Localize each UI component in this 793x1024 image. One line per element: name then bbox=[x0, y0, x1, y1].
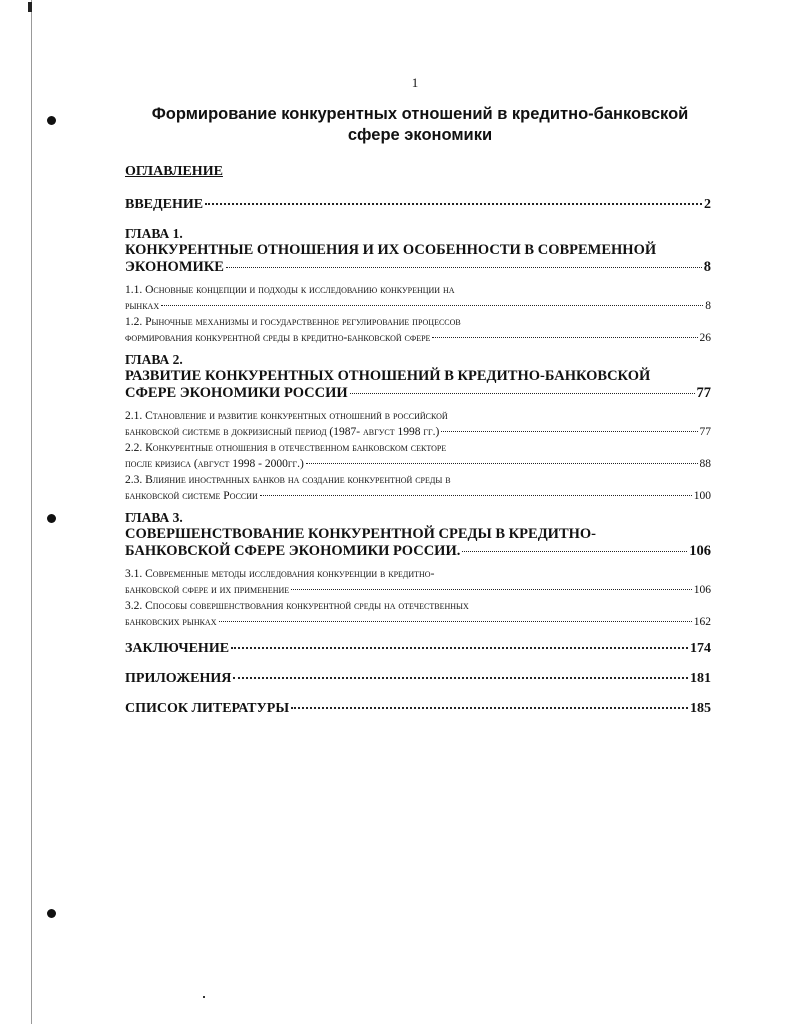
chapter-3-title-line-2: БАНКОВСКОЙ СФЕРЕ ЭКОНОМИКИ РОССИИ. bbox=[125, 543, 461, 559]
toc-entry-bibliography[interactable] bbox=[125, 700, 711, 717]
chapter-3-label: ГЛАВА 3. bbox=[125, 510, 183, 525]
toc-section-3-2[interactable] bbox=[125, 598, 711, 630]
chapter-1-title-line-2: ЭКОНОМИКЕ bbox=[125, 259, 224, 275]
binder-hole-top bbox=[47, 116, 56, 125]
section-title-line-1: 3.2. Способы совершенствования конкурентной среды на отечественных bbox=[125, 600, 469, 612]
toc-entry-page: 106 bbox=[689, 543, 711, 559]
section-title-line-2: банковской системе России bbox=[125, 490, 258, 502]
toc-entry-page: 185 bbox=[690, 701, 711, 716]
dot-leader bbox=[260, 495, 692, 496]
scan-speck bbox=[203, 996, 205, 998]
dot-leader bbox=[432, 337, 697, 338]
toc-entry-page: 162 bbox=[693, 616, 711, 628]
toc-entry-page: 181 bbox=[690, 671, 711, 686]
toc-section-3-1[interactable] bbox=[125, 566, 711, 598]
chapter-1-title-line-1: КОНКУРЕНТНЫЕ ОТНОШЕНИЯ И ИХ ОСОБЕННОСТИ В СОВРЕМЕННОЙ bbox=[125, 242, 657, 258]
toc-section-2-1[interactable] bbox=[125, 408, 711, 440]
dot-leader bbox=[226, 267, 702, 268]
toc-entry-page: 174 bbox=[690, 641, 711, 656]
section-title-line-1: 1.1. Основные концепции и подходы к исследованию конкуренции на bbox=[125, 284, 455, 296]
dot-leader bbox=[161, 305, 703, 306]
section-title-line-2: банковских рынках bbox=[125, 616, 217, 628]
dot-leader bbox=[233, 677, 688, 679]
toc-section-1-2[interactable] bbox=[125, 314, 711, 346]
section-title-line-2: после кризиса (август 1998 - 2000гг.) bbox=[125, 458, 304, 470]
toc-entry-label: СПИСОК ЛИТЕРАТУРЫ bbox=[125, 701, 290, 716]
page-margin-line bbox=[31, 0, 32, 1024]
document-title bbox=[120, 104, 720, 146]
chapter-1-label: ГЛАВА 1. bbox=[125, 226, 183, 241]
toc-entry-page: 2 bbox=[704, 197, 711, 212]
binder-hole-middle bbox=[47, 514, 56, 523]
section-title-line-2: банковской системе в докризисный период (1987- август 1998 гг.) bbox=[125, 426, 440, 438]
section-title-line-1: 2.3. Влияние иностранных банков на создание конкурентной среды в bbox=[125, 474, 451, 486]
section-title-line-1: 3.1. Современные методы исследования конкуренции в кредитно- bbox=[125, 568, 435, 580]
section-title-line-1: 2.1. Становление и развитие конкурентных отношений в российской bbox=[125, 410, 448, 422]
chapter-2-label: ГЛАВА 2. bbox=[125, 352, 183, 367]
toc-entry-page: 106 bbox=[693, 584, 711, 596]
dot-leader bbox=[441, 431, 697, 432]
binder-hole-bottom bbox=[47, 909, 56, 918]
chapter-2-title-line-1: РАЗВИТИЕ КОНКУРЕНТНЫХ ОТНОШЕНИЙ В КРЕДИТНО-БАНКОВСКОЙ bbox=[125, 368, 651, 384]
toc-entry-page: 77 bbox=[699, 426, 711, 438]
section-title-line-1: 2.2. Конкурентные отношения в отечественном банковском секторе bbox=[125, 442, 447, 454]
table-of-contents bbox=[125, 196, 711, 717]
toc-heading: ОГЛАВЛЕНИЕ bbox=[125, 164, 223, 179]
dot-leader bbox=[291, 589, 692, 590]
toc-entry-page: 8 bbox=[703, 259, 711, 275]
toc-entry-introduction[interactable] bbox=[125, 196, 711, 213]
toc-entry-label: ЗАКЛЮЧЕНИЕ bbox=[125, 641, 230, 656]
toc-entry-page: 77 bbox=[696, 385, 711, 401]
toc-entry-chapter-2[interactable] bbox=[125, 385, 711, 402]
toc-section-2-2[interactable] bbox=[125, 440, 711, 472]
dot-leader bbox=[231, 647, 688, 649]
dot-leader bbox=[291, 707, 688, 709]
toc-entry-page: 88 bbox=[699, 458, 711, 470]
toc-entry-page: 8 bbox=[705, 300, 711, 312]
toc-entry-conclusion[interactable] bbox=[125, 640, 711, 657]
page-number: 1 bbox=[411, 75, 419, 90]
section-title-line-2: формирования конкурентной среды в кредитно-банковской сфере bbox=[125, 332, 431, 344]
chapter-3-title-line-1: СОВЕРШЕНСТВОВАНИЕ КОНКУРЕНТНОЙ СРЕДЫ В КРЕДИТНО- bbox=[125, 526, 597, 542]
document-title-line-2: сфере экономики bbox=[347, 126, 493, 144]
dot-leader bbox=[205, 203, 702, 205]
dot-leader bbox=[219, 621, 692, 622]
dot-leader bbox=[350, 393, 695, 394]
section-title-line-1: 1.2. Рыночные механизмы и государственное регулирование процессов bbox=[125, 316, 461, 328]
chapter-2-title-line-2: СФЕРЕ ЭКОНОМИКИ РОССИИ bbox=[125, 385, 348, 401]
section-title-line-2: рынках bbox=[125, 300, 160, 312]
scan-corner-mark bbox=[28, 2, 32, 12]
toc-entry-chapter-3[interactable] bbox=[125, 543, 711, 560]
document-title-line-1: Формирование конкурентных отношений в кредитно-банковской bbox=[151, 105, 689, 123]
dot-leader bbox=[462, 551, 687, 552]
toc-section-2-3[interactable] bbox=[125, 472, 711, 504]
toc-entry-appendices[interactable] bbox=[125, 670, 711, 687]
toc-entry-label: ВВЕДЕНИЕ bbox=[125, 197, 204, 212]
toc-entry-label: ПРИЛОЖЕНИЯ bbox=[125, 671, 232, 686]
toc-entry-chapter-1[interactable] bbox=[125, 259, 711, 276]
toc-entry-page: 26 bbox=[699, 332, 711, 344]
toc-entry-page: 100 bbox=[693, 490, 711, 502]
section-title-line-2: банковской сфере и их применение bbox=[125, 584, 290, 596]
toc-section-1-1[interactable] bbox=[125, 282, 711, 314]
dot-leader bbox=[306, 463, 698, 464]
